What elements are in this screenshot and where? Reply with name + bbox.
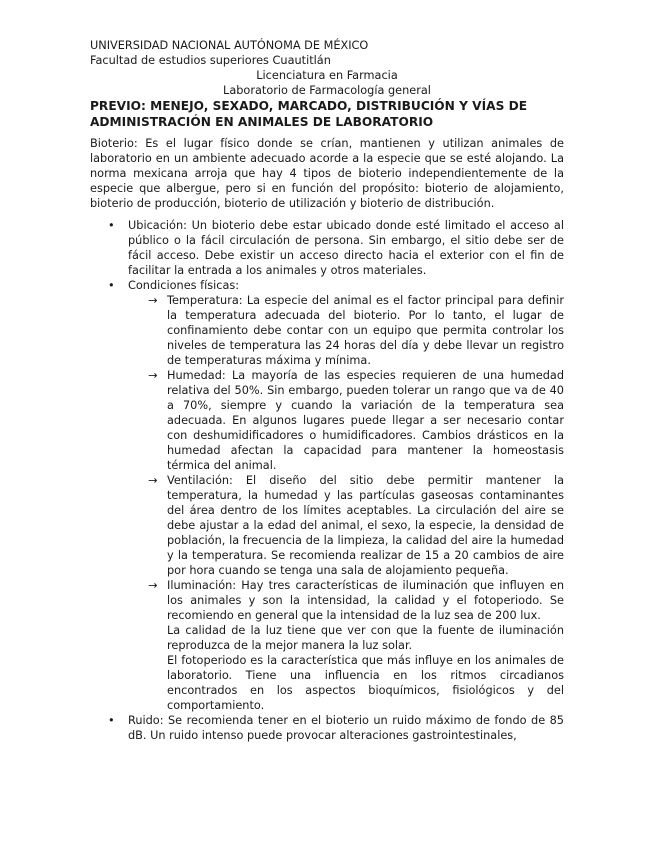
humedad-text: Humedad: La mayoría de las especies requieren de una humedad relativa del 50%. Sin embargo, pueden tolerar un rango que va de 40 a 70%, siempre y cuando la variación de la temperatura sea adecuada. En algunos lugares puede llegar a ser necesario contar con deshumidificadores o humidificadores. Cambios drásticos en la humedad afectan la capacidad para mantener la homeostasis térmica del animal. xyxy=(167,369,564,472)
bullet-icon: • xyxy=(108,219,115,232)
arrow-icon: → xyxy=(148,294,158,307)
temperatura-text: Temperatura: La especie del animal es el factor principal para definir la temperatura adecuada del bioterio. Por lo tanto, el lugar de confinamiento debe contar con un equipo que permita controlar los niveles de temperatura las 24 horas del día y debe llevar un registro de temperaturas máxima y mínima. xyxy=(167,294,564,367)
list-item-condiciones xyxy=(90,278,564,713)
ruido-text: Ruido: Se recomienda tener en el bioterio un ruido máximo de fondo de 85 dB. Un ruido intenso puede provocar alteraciones gastrointestinales, xyxy=(128,714,564,742)
document-title: PREVIO: MENEJO, SEXADO, MARCADO, DISTRIBUCIÓN Y VÍAS DE ADMINISTRACIÓN EN ANIMALES DE LABORATORIO xyxy=(90,99,528,129)
arrow-icon: → xyxy=(148,369,158,382)
arrow-icon: → xyxy=(148,579,158,592)
list-item-ubicacion xyxy=(90,218,564,278)
faculty-name: Facultad de estudios superiores Cuautitlán xyxy=(90,54,331,67)
sub-item-temperatura xyxy=(90,293,564,368)
sub-item-iluminacion xyxy=(90,578,564,713)
bullet-icon: • xyxy=(108,279,115,292)
list-item-ruido xyxy=(90,713,564,743)
sub-list-condiciones xyxy=(128,293,564,713)
document-page xyxy=(90,38,564,743)
bullet-icon: • xyxy=(108,714,115,727)
sub-item-ventilacion xyxy=(90,473,564,578)
ubicacion-text: Ubicación: Un bioterio debe estar ubicado donde esté limitado el acceso al público o la fácil circulación de persona. Sin embargo, el sitio debe ser de fácil acceso. Debe existir un acceso directo hacia el exterior con el fin de facilitar la entrada a los animales y otros materiales. xyxy=(128,219,564,277)
arrow-icon: → xyxy=(148,474,158,487)
iluminacion-text-1: Iluminación: Hay tres características de iluminación que influyen en los animales y son la intensidad, la calidad y el fotoperiodo. Se recomiendo en general que la intensidad de la luz sea de 200 lux. xyxy=(167,579,564,622)
main-bullet-list xyxy=(90,218,564,743)
lab-name: Laboratorio de Farmacología general xyxy=(223,84,431,97)
iluminacion-text-3: El fotoperiodo es la característica que más influye en los animales de laboratorio. Tiene una influencia en los ritmos circadianos encontrados en los aspectos bioquímicos, fisiológicos y del comportamiento. xyxy=(167,654,564,712)
sub-item-humedad xyxy=(90,368,564,473)
intro-paragraph: Bioterio: Es el lugar físico donde se crían, mantienen y utilizan animales de laboratorio en un ambiente adecuado acorde a la especie que se esté alojando. La norma mexicana arroja que hay 4 tipos de bioterio independientemente de la especie que albergue, pero si en función del propósito: bioterio de alojamiento, bioterio de producción, bioterio de utilización y bioterio de distribución. xyxy=(90,137,564,210)
condiciones-text: Condiciones físicas: xyxy=(128,279,240,292)
program-name: Licenciatura en Farmacia xyxy=(256,69,398,82)
iluminacion-text-2: La calidad de la luz tiene que ver con que la fuente de iluminación reproduzca de la mejor manera la luz solar. xyxy=(167,624,564,652)
university-name: UNIVERSIDAD NACIONAL AUTÓNOMA DE MÉXICO xyxy=(90,39,369,52)
ventilacion-text: Ventilación: El diseño del sitio debe permitir mantener la temperatura, la humedad y las partículas gaseosas contaminantes del área dentro de los límites aceptables. La circulación del aire se debe ajustar a la edad del animal, el sexo, la especie, la densidad de población, la frecuencia de la limpieza, la calidad del aire la humedad y la temperatura. Se recomienda realizar de 15 a 20 cambios de aire por hora cuando se tenga una sala de alojamiento pequeña. xyxy=(167,474,564,577)
